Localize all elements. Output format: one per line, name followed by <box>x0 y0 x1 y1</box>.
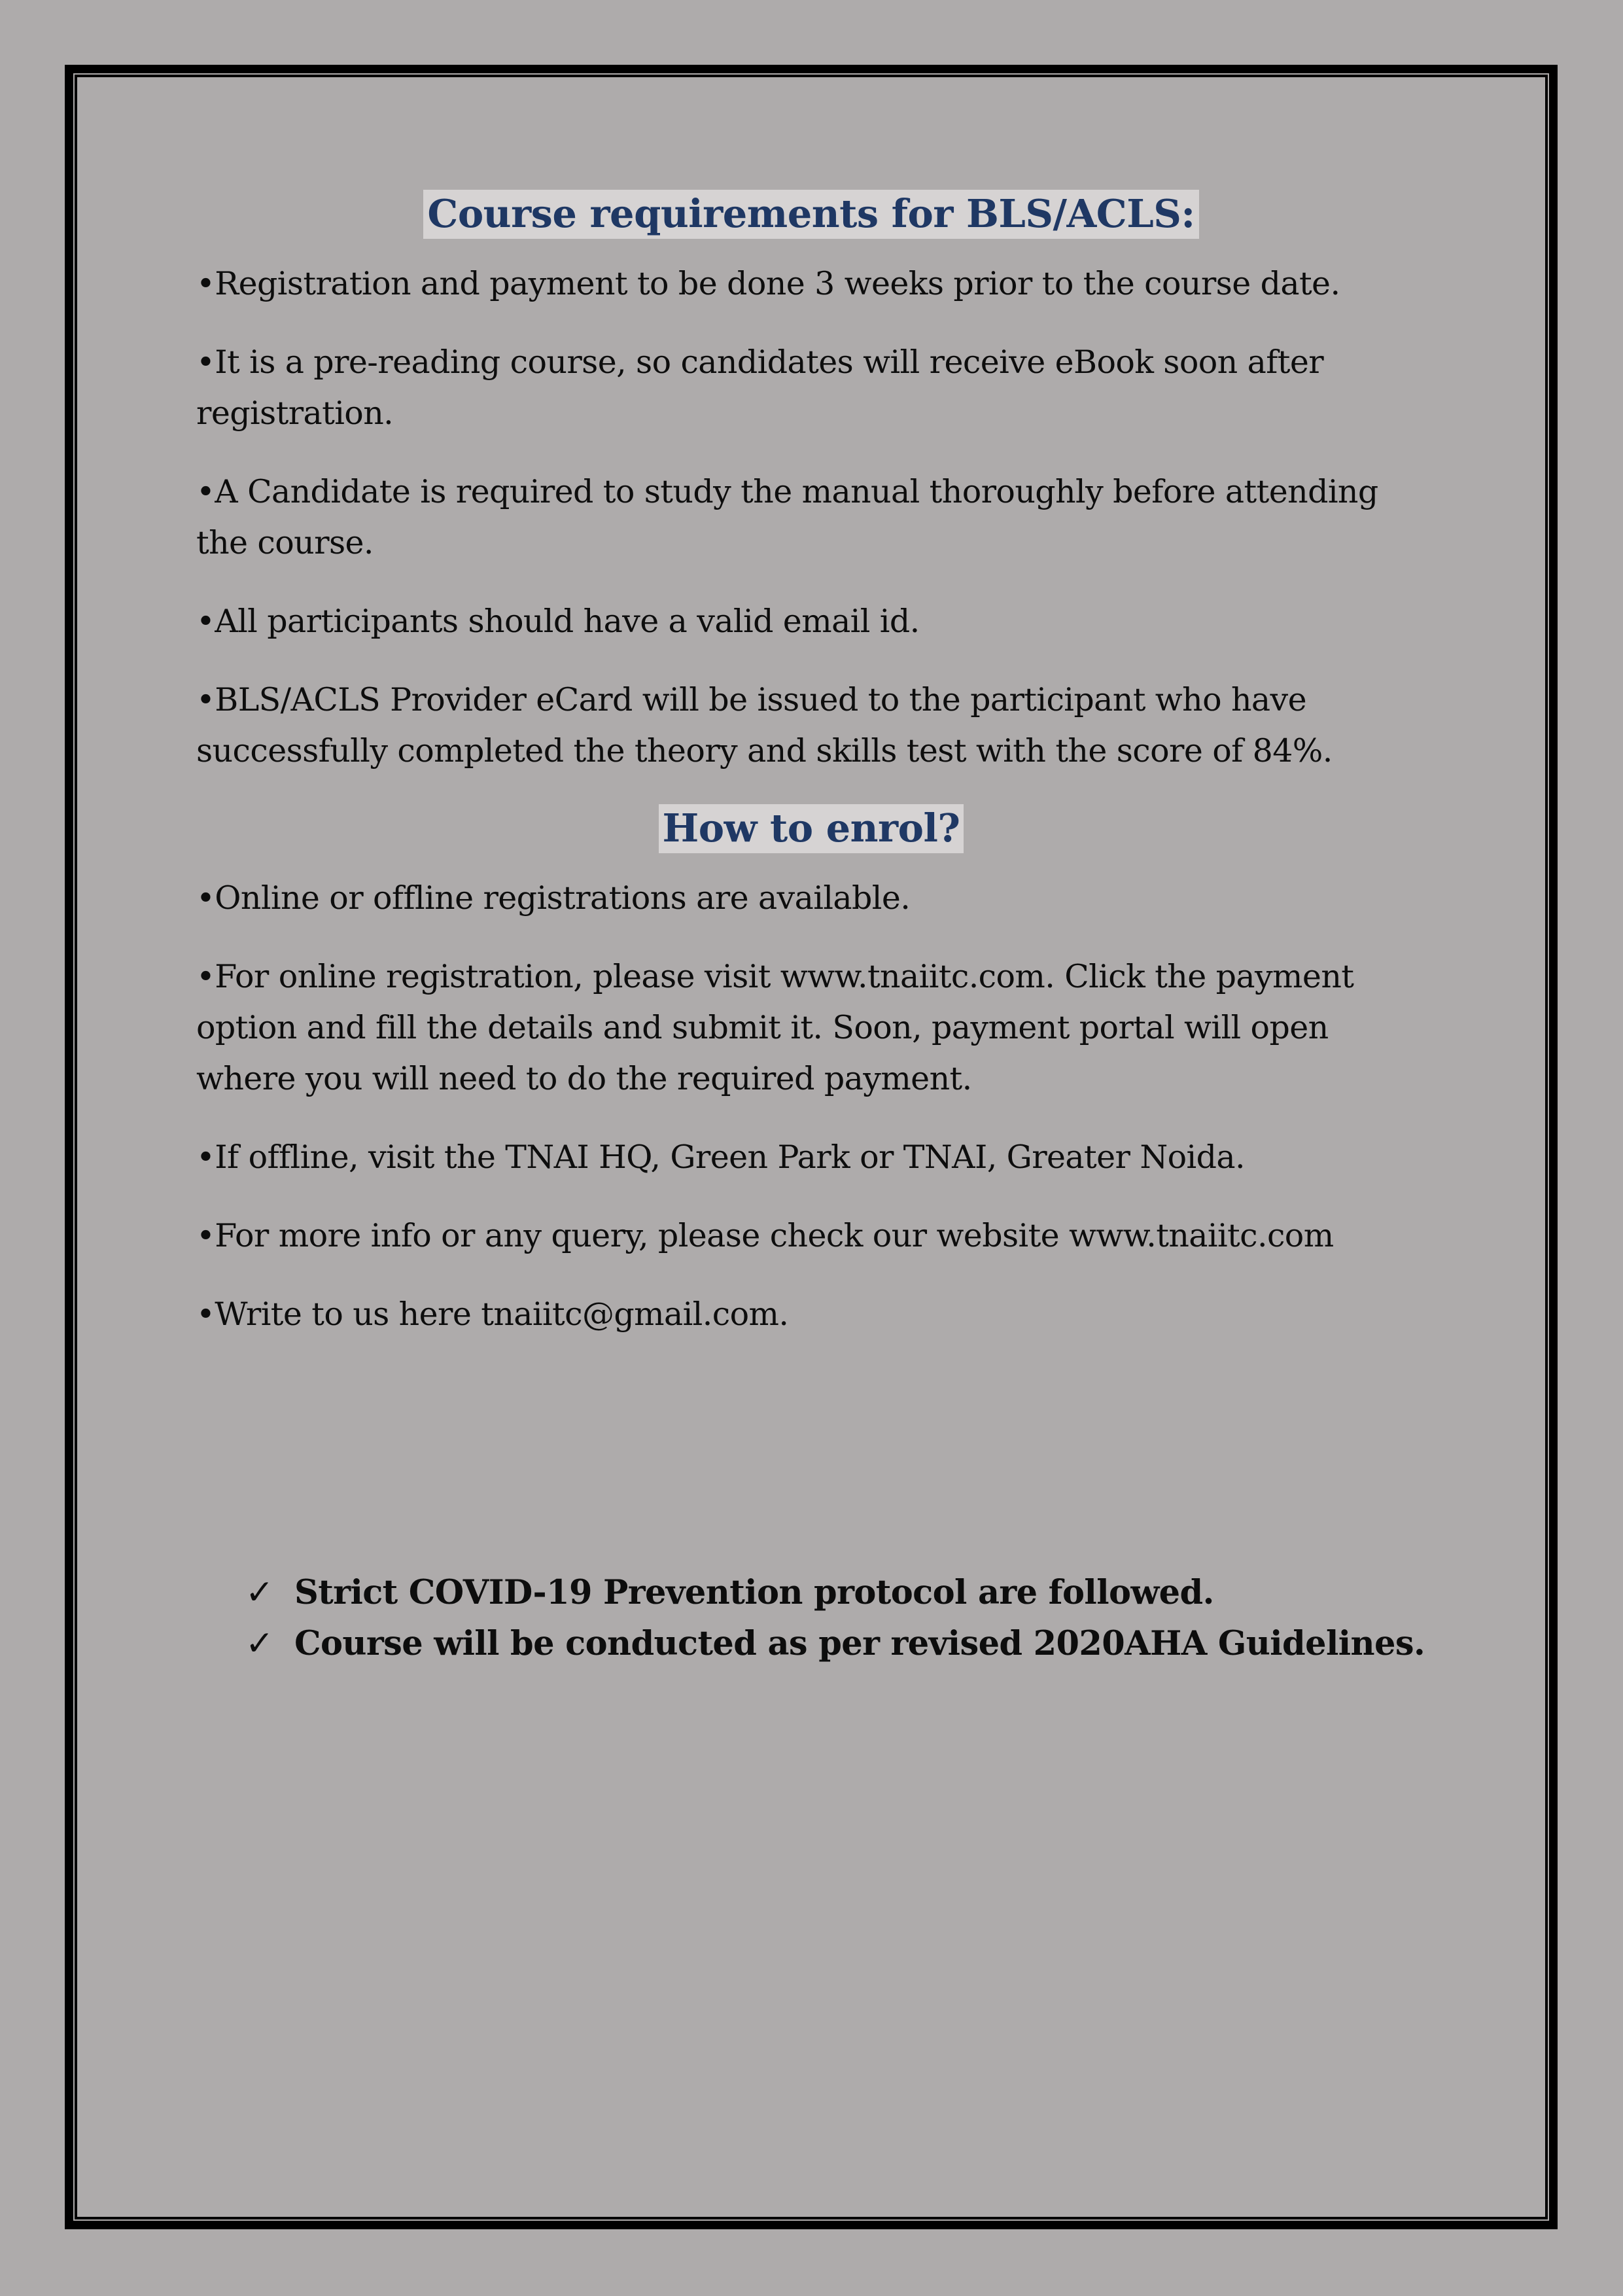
checklist <box>245 1567 1488 1669</box>
enrol-item: •If offline, visit the TNAI HQ, Green Park or TNAI, Greater Noida. <box>196 1138 1245 1176</box>
checklist-item-label: Course will be conducted as per revised 2020AHA Guidelines. <box>294 1624 1425 1663</box>
enrol-item: •For more info or any query, please check our website www.tnaiitc.com <box>196 1216 1334 1254</box>
how-to-enrol-heading <box>196 804 1426 853</box>
checkmark-icon: ✓ <box>245 1573 273 1612</box>
enrol-item: •Online or offline registrations are available. <box>196 879 911 917</box>
checklist-item <box>245 1618 1488 1669</box>
requirement-item: •A Candidate is required to study the manual thoroughly before attending the course. <box>196 472 1378 561</box>
requirement-item: •All participants should have a valid email id. <box>196 602 920 640</box>
requirement-item: •Registration and payment to be done 3 weeks prior to the course date. <box>196 264 1340 302</box>
course-requirements-heading <box>196 190 1426 239</box>
checklist-item-label: Strict COVID-19 Prevention protocol are followed. <box>294 1573 1214 1612</box>
enrol-item: •For online registration, please visit www.tnaiitc.com. Click the payment option and fill the details and submit it. Soon, payment portal will open where you will need to do the required payment. <box>196 957 1354 1097</box>
checkmark-icon: ✓ <box>245 1624 273 1663</box>
requirement-item: •BLS/ACLS Provider eCard will be issued to the participant who have successfully completed the theory and skills test with the score of 84%. <box>196 680 1333 769</box>
document-body <box>196 190 1426 1368</box>
checklist-item <box>245 1567 1488 1618</box>
requirement-item: •It is a pre-reading course, so candidates will receive eBook soon after registration. <box>196 343 1324 432</box>
how-to-enrol-heading-text: How to enrol? <box>659 804 964 853</box>
enrol-item: •Write to us here tnaiitc@gmail.com. <box>196 1295 789 1333</box>
course-requirements-heading-text: Course requirements for BLS/ACLS: <box>423 190 1198 239</box>
